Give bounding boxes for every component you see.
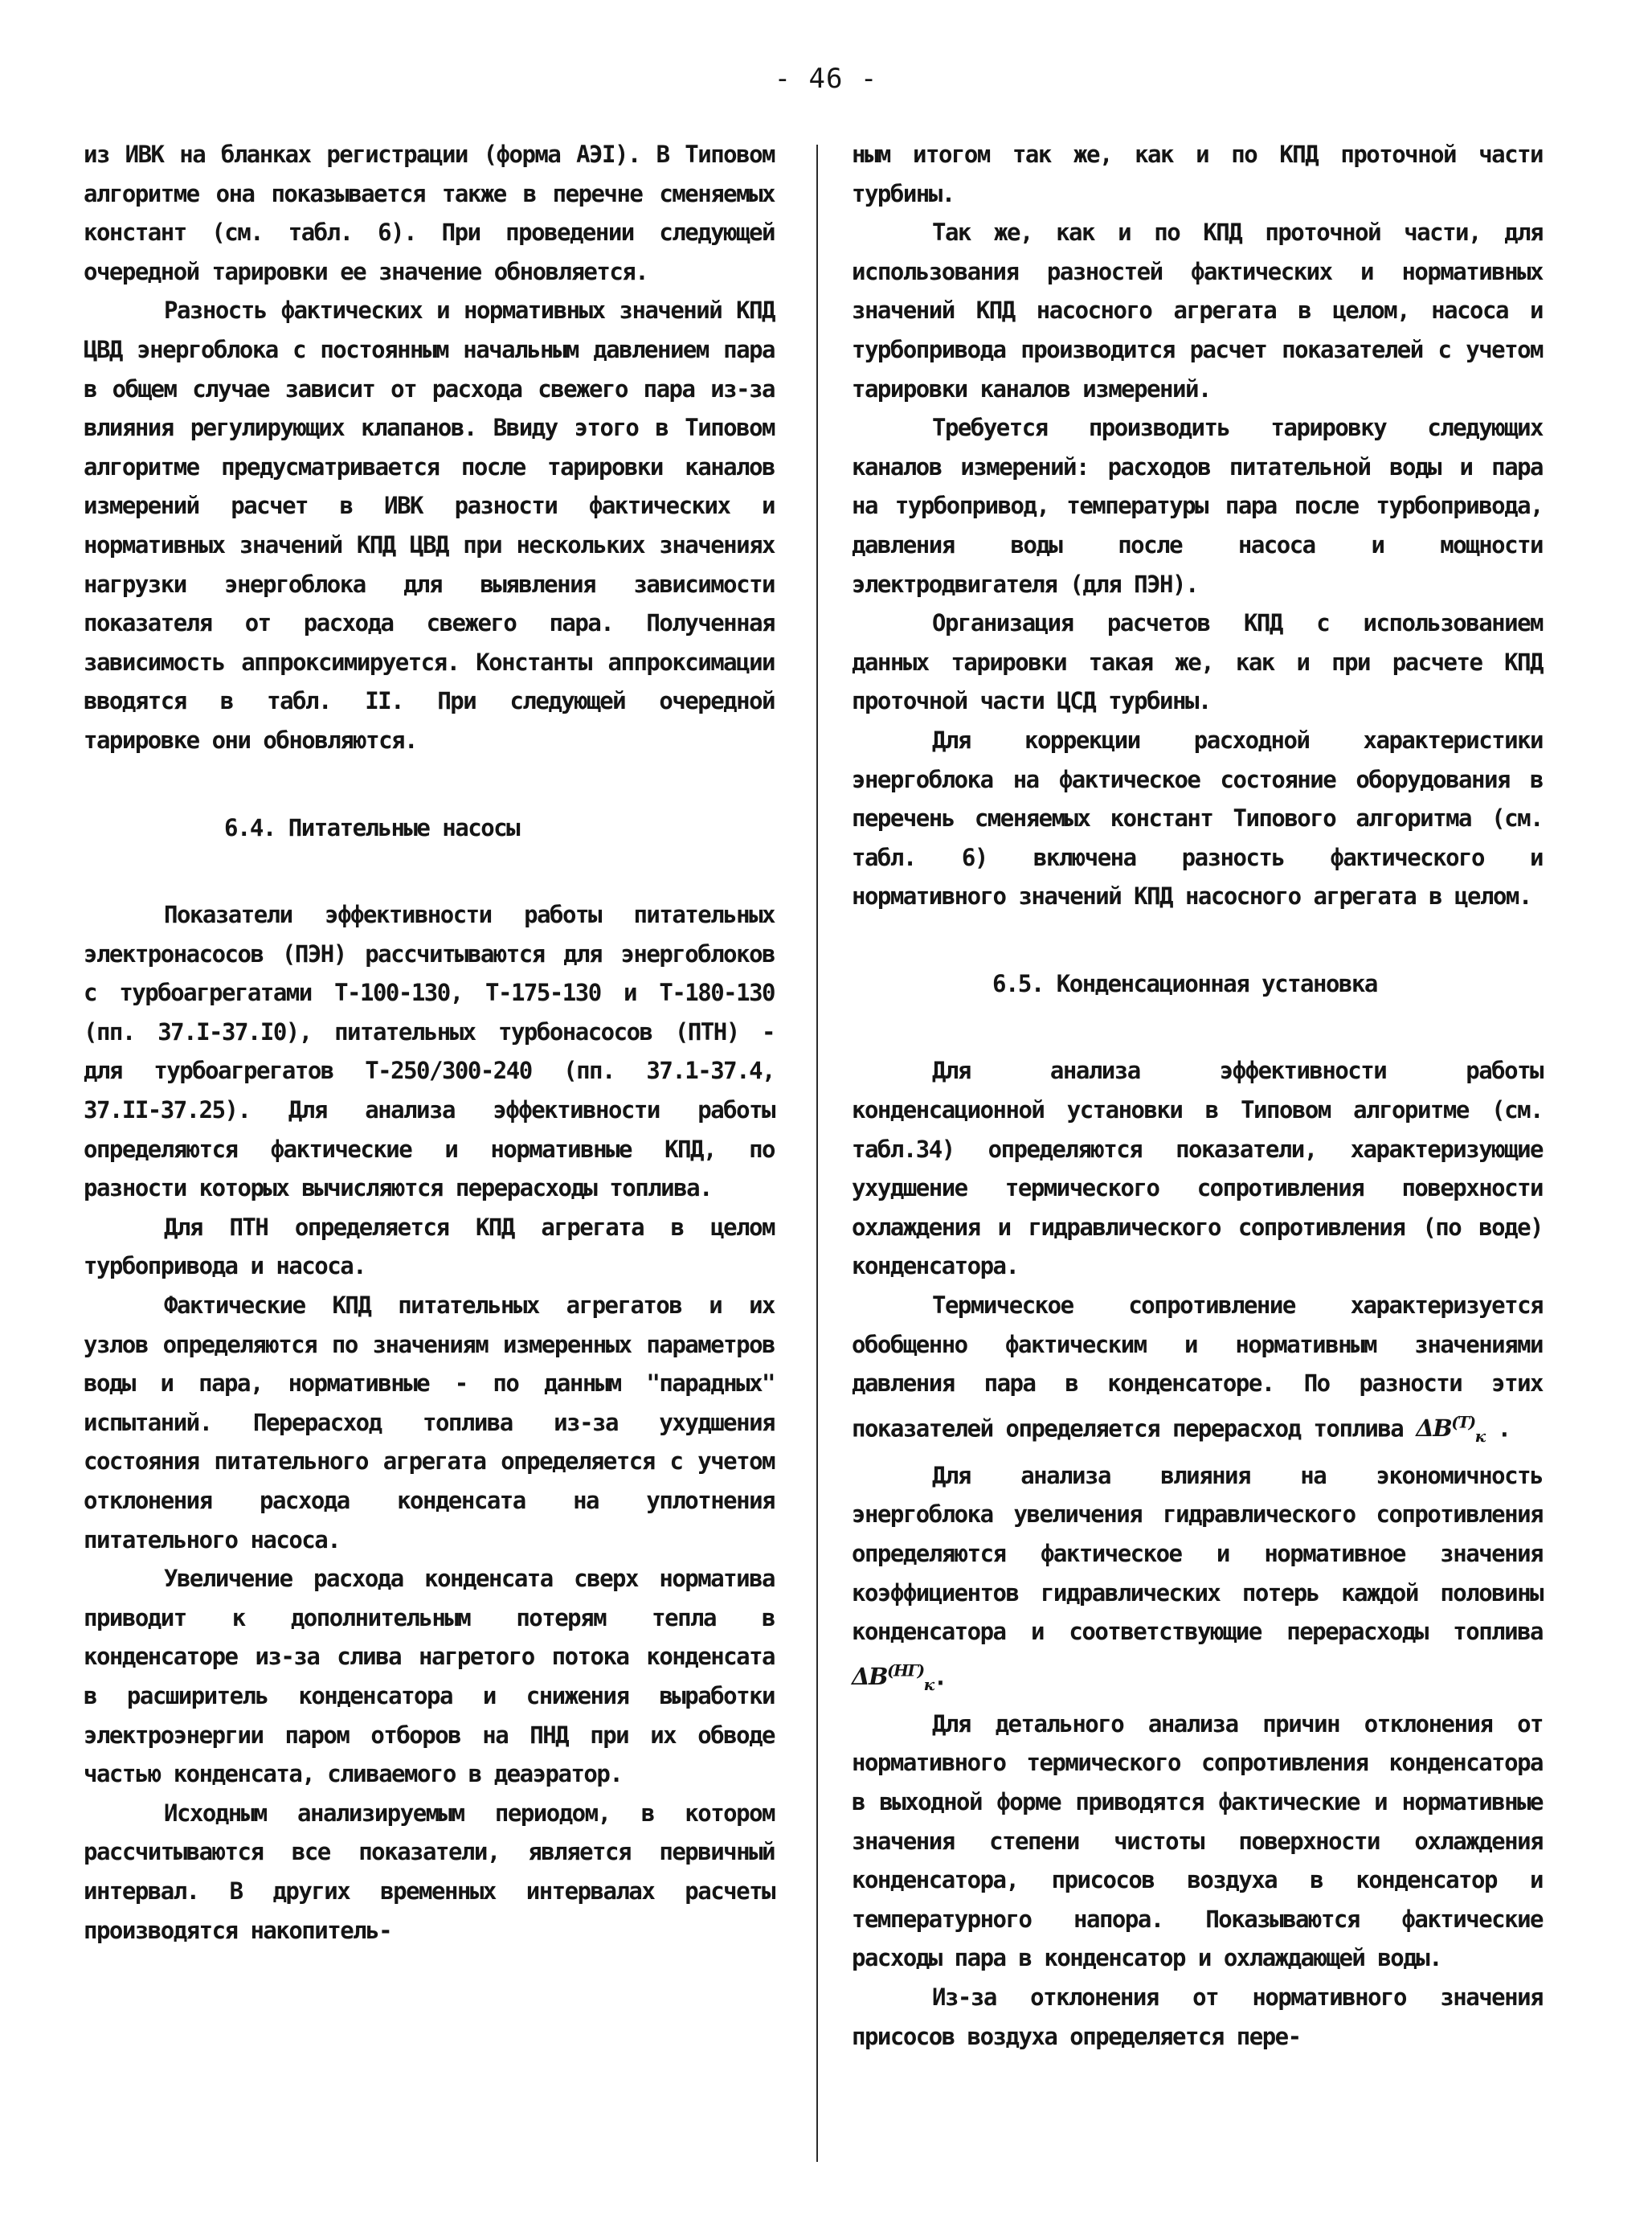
formula-fuel-overuse-thermal: $\Delta B^{(T)}_к$ [1416,1412,1485,1447]
paragraph: Термическое сопротивление характеризуется обобщенно фактическим и нормативным значениями давления пара в конденсаторе. По разности этих показателей определяется перерасход топлива $\Delta B^{(T)}_к$ . [852,1292,1543,1447]
page-number: - 46 - [774,63,878,95]
paragraph: Для ПТН определяется КПД агрегата в целом турбопривода и насоса. [84,1213,775,1280]
paragraph-text: Для анализа влияния на экономичность энергоблока увеличения гидравлического сопротивления определяются фактическое и нормативное значения коэффициентов гидравлических потерь каждой половины конденсатора и соответствующие перерасходы топлива [852,1461,1543,1646]
paragraph: Разность фактических и нормативных значений КПД ЦВД энергоблока с постоянным начальным давлением пара в общем случае зависит от расхода свежего пара из-за влияния регулирующих клапанов. Ввиду этого в Типовом алгоритме предусматривается после тарировки каналов измерений расчет в ИВК разности фактических и нормативных значений КПД ЦВД при нескольких значениях нагрузки энергоблока для выявления зависимости показателя от расхода свежего пара. Полученная зависимость аппроксимируется. Константы аппроксимации вводятся в табл. II. При следующей очередной тарировке они обновляются. [84,297,775,754]
left-column [84,135,775,1950]
paragraph: Организация расчетов КПД с использованием данных тарировки такая же, как и при расчете КПД проточной части ЦСД турбины. [852,609,1543,715]
paragraph: Из-за отклонения от нормативного значения присосов воздуха определяется пере- [852,1983,1543,2050]
section-heading-6-5: 6.5. Конденсационная установка [992,969,1377,997]
paragraph: Для детального анализа причин отклонения от нормативного термического сопротивления конденсатора в выходной форме приводятся фактические и нормативные значения степени чистоты поверхности охлаждения конденсатора, присосов воздуха в конденсатор и температурного напора. Показываются фактические расходы пара в конденсатор и охлаждающей воды. [852,1709,1543,1972]
paragraph: ным итогом так же, как и по КПД проточной части турбины. [852,141,1543,207]
paragraph: Исходным анализируемым периодом, в котором рассчитываются все показатели, является первичный интервал. В других временных интервалах расчеты производятся накопитель- [84,1799,775,1944]
section-heading-6-4: 6.4. Питательные насосы [224,813,520,841]
paragraph: Увеличение расхода конденсата сверх норматива приводит к дополнительным потерям тепла в конденсаторе из-за слива нагретого потока конденсата в расширитель конденсатора и снижения выработки электроэнергии паром отборов на ПНД при их обводе частью конденсата, сливаемого в деаэратор. [84,1565,775,1788]
paragraph: Фактические КПД питательных агрегатов и их узлов определяются по значениям измеренных параметров воды и пара, нормативные - по данным "парадных" испытаний. Перерасход топлива из-за ухудшения состояния питательного агрегата определяется с учетом отклонения расхода конденсата на уплотнения питательного насоса. [84,1292,775,1554]
paragraph: Для анализа влияния на экономичность энергоблока увеличения гидравлического сопротивления определяются фактическое и нормативное значения коэффициентов гидравлических потерь каждой половины конденсатора и соответствующие перерасходы топлива $\Delta B^{(НГ)}_к$. [852,1461,1543,1695]
paragraph: Так же, как и по КПД проточной части, для использования разностей фактических и нормативных значений КПД насосного агрегата в целом, насоса и турбопривода производится расчет показателей с учетом тарировки каналов измерений. [852,219,1543,403]
formula-fuel-overuse-hydraulic: $\Delta B^{(НГ)}_к$ [852,1660,934,1695]
paragraph: Для коррекции расходной характеристики энергоблока на фактическое состояние оборудования в перечень сменяемых констант Типового алгоритма (см. табл. 6) включена разность фактического и нормативного значений КПД насосного агрегата в целом. [852,726,1543,911]
paragraph: из ИВК на бланках регистрации (форма АЭI). В Типовом алгоритме она показывается также в перечне сменяемых констант (см. табл. 6). При проведении следующей очередной тарировки ее значение обновляется. [84,141,775,285]
paragraph: Для анализа эффективности работы конденсационной установки в Типовом алгоритме (см. табл.34) определяются показатели, характеризующие ухудшение термического сопротивления поверхности охлаждения и гидравлического сопротивления (по воде) конденсатора. [852,1057,1543,1280]
right-column [852,135,1543,2056]
column-divider [816,145,818,2162]
paragraph: Показатели эффективности работы питательных электронасосов (ПЭН) рассчитываются для энергоблоков с турбоагрегатами Т-100-130, Т-175-130 и Т-180-130 (пп. 37.I-37.I0), питательных турбонасосов (ПТН) - для турбоагрегатов Т-250/300-240 (пп. 37.1-37.4, 37.II-37.25). Для анализа эффективности работы определяются фактические и нормативные КПД, по разности которых вычисляются перерасходы топлива. [84,901,775,1202]
paragraph: Требуется производить тарировку следующих каналов измерений: расходов питательной воды и пара на турбопривод, температуры пара после турбопривода, давления воды после насоса и мощности электродвигателя (для ПЭН). [852,414,1543,598]
paragraph-text: Термическое сопротивление характеризуется обобщенно фактическим и нормативным значениями давления пара в конденсаторе. По разности этих показателей определяется перерасход топлива [852,1292,1543,1443]
